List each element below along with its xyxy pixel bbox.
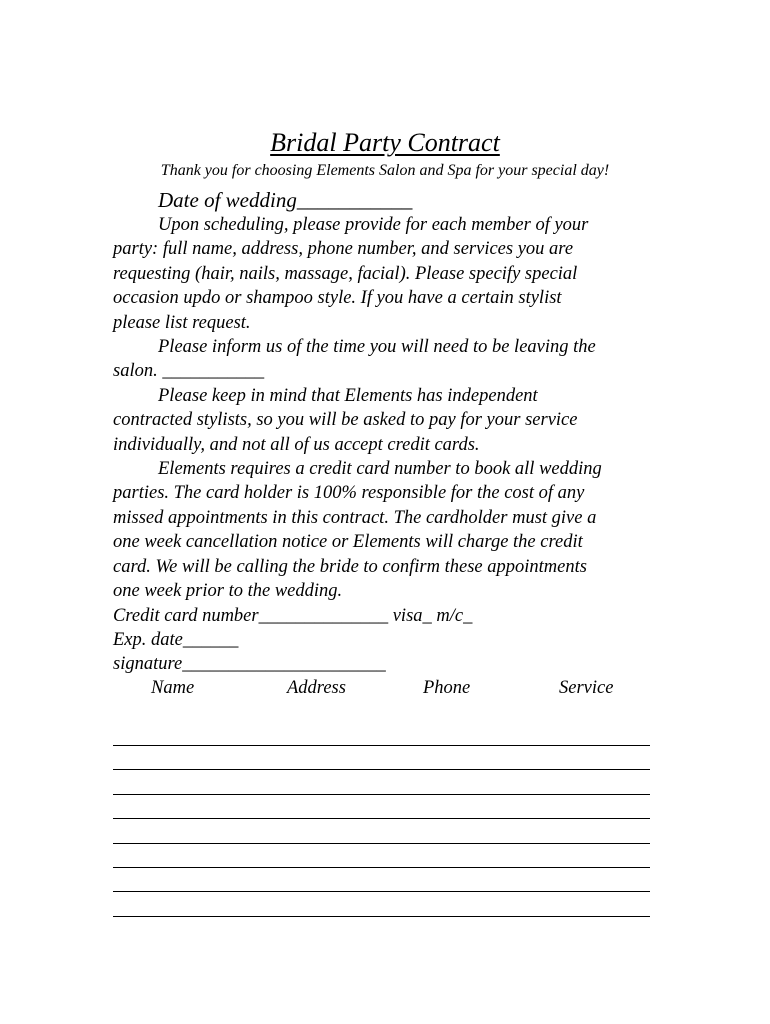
paragraph-line: requesting (hair, nails, massage, facial). Please specify special <box>113 263 578 284</box>
entry-line[interactable] <box>113 745 650 746</box>
column-header-name: Name <box>151 678 195 698</box>
entry-line[interactable] <box>113 916 650 917</box>
paragraph-line: individually, and not all of us accept credit cards. <box>113 434 480 455</box>
paragraph-line: contracted stylists, so you will be asked to pay for your service <box>113 410 578 431</box>
paragraph-line: Please keep in mind that Elements has independent <box>158 385 538 406</box>
column-header-address: Address <box>287 678 346 698</box>
entry-line[interactable] <box>113 867 650 868</box>
entry-line[interactable] <box>113 769 650 770</box>
departure-time-paragraph <box>113 335 673 384</box>
paragraph-line: Upon scheduling, please provide for each member of your <box>158 215 589 235</box>
departure-time-field[interactable]: salon. ___________ <box>113 361 265 382</box>
signature-field[interactable]: signature______________________ <box>113 654 386 675</box>
credit-card-number-field[interactable]: Credit card number______________ visa_ m/c_ <box>113 605 473 626</box>
paragraph-line: parties. The card holder is 100% responsible for the cost of any <box>113 483 585 504</box>
paragraph-line: party: full name, address, phone number, and services you are <box>113 239 574 260</box>
entry-line[interactable] <box>113 843 650 844</box>
paragraph-line: one week cancellation notice or Elements will charge the credit <box>113 532 583 553</box>
entry-line[interactable] <box>113 794 650 795</box>
independent-stylists-paragraph <box>113 384 673 457</box>
paragraph-line: please list request. <box>113 312 251 333</box>
exp-date-field[interactable]: Exp. date______ <box>113 629 239 650</box>
paragraph-line: Elements requires a credit card number to book all wedding <box>158 459 602 480</box>
column-header-service: Service <box>559 678 614 698</box>
document-title: Bridal Party Contract <box>270 128 500 157</box>
entry-line[interactable] <box>113 818 650 819</box>
entry-line[interactable] <box>113 891 650 892</box>
credit-card-policy-paragraph <box>113 457 673 603</box>
date-of-wedding-field[interactable]: Date of wedding___________ <box>158 188 413 212</box>
contract-body <box>113 213 673 677</box>
paragraph-line: occasion updo or shampoo style. If you have a certain stylist <box>113 288 562 309</box>
column-header-phone: Phone <box>423 678 471 698</box>
thank-you-subtitle: Thank you for choosing Elements Salon and Spa for your special day! <box>160 162 610 179</box>
paragraph-line: Please inform us of the time you will need to be leaving the <box>158 337 596 358</box>
party-members-table-header <box>113 676 653 702</box>
scheduling-paragraph <box>113 213 673 335</box>
paragraph-line: missed appointments in this contract. The cardholder must give a <box>113 507 597 528</box>
paragraph-line: card. We will be calling the bride to confirm these appointments <box>113 556 587 577</box>
paragraph-line: one week prior to the wedding. <box>113 581 343 602</box>
